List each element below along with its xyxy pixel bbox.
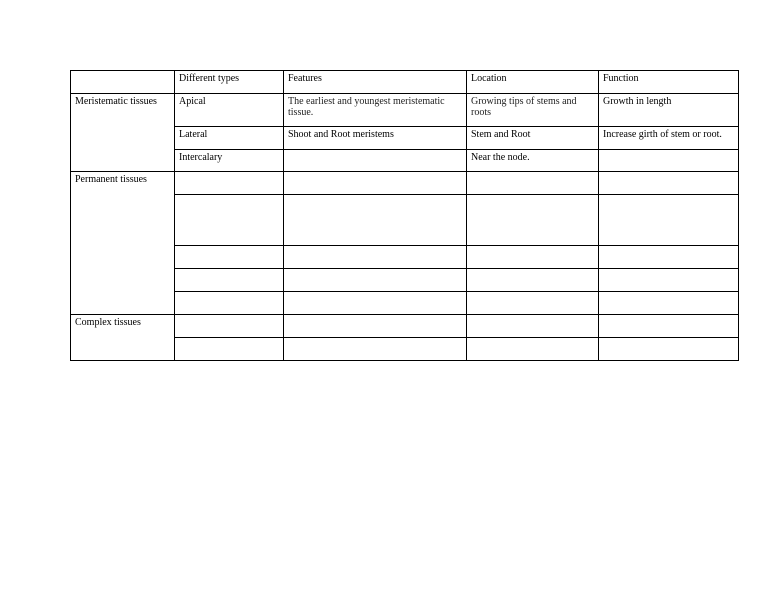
features-cell: Shoot and Root meristems [284,127,467,150]
group-label-permanent: Permanent tissues [71,172,175,315]
function-cell: Increase girth of stem or root. [599,127,739,150]
empty-cell [284,292,467,315]
type-cell: Lateral [175,127,284,150]
empty-cell [284,315,467,338]
empty-cell [467,292,599,315]
header-cell-types: Different types [175,71,284,94]
empty-cell [284,172,467,195]
location-cell: Stem and Root [467,127,599,150]
empty-cell [599,338,739,361]
header-cell-function: Function [599,71,739,94]
type-cell: Apical [175,94,284,127]
empty-cell [175,195,284,246]
table-row [71,172,739,195]
empty-cell [467,338,599,361]
empty-cell [467,195,599,246]
empty-cell [175,269,284,292]
empty-cell [467,315,599,338]
empty-cell [284,338,467,361]
header-row [71,71,739,94]
header-cell-corner [71,71,175,94]
group-label-meristematic: Meristematic tissues [71,94,175,172]
empty-cell [175,172,284,195]
header-cell-features: Features [284,71,467,94]
empty-cell [599,292,739,315]
type-cell: Intercalary [175,150,284,172]
location-cell: Near the node. [467,150,599,172]
empty-cell [284,269,467,292]
empty-cell [175,338,284,361]
empty-cell [467,172,599,195]
table-row [71,315,739,338]
function-cell: Growth in length [599,94,739,127]
table-row [71,94,739,127]
empty-cell [284,246,467,269]
empty-cell [599,269,739,292]
empty-cell [599,315,739,338]
features-cell [284,150,467,172]
empty-cell [599,195,739,246]
empty-cell [467,246,599,269]
empty-cell [599,246,739,269]
header-cell-location: Location [467,71,599,94]
empty-cell [175,292,284,315]
empty-cell [175,246,284,269]
empty-cell [467,269,599,292]
features-cell: The earliest and youngest meristematic tissue. [284,94,467,127]
empty-cell [284,195,467,246]
tissues-table [70,70,739,361]
empty-cell [599,172,739,195]
location-cell: Growing tips of stems and roots [467,94,599,127]
function-cell [599,150,739,172]
empty-cell [175,315,284,338]
group-label-complex: Complex tissues [71,315,175,361]
